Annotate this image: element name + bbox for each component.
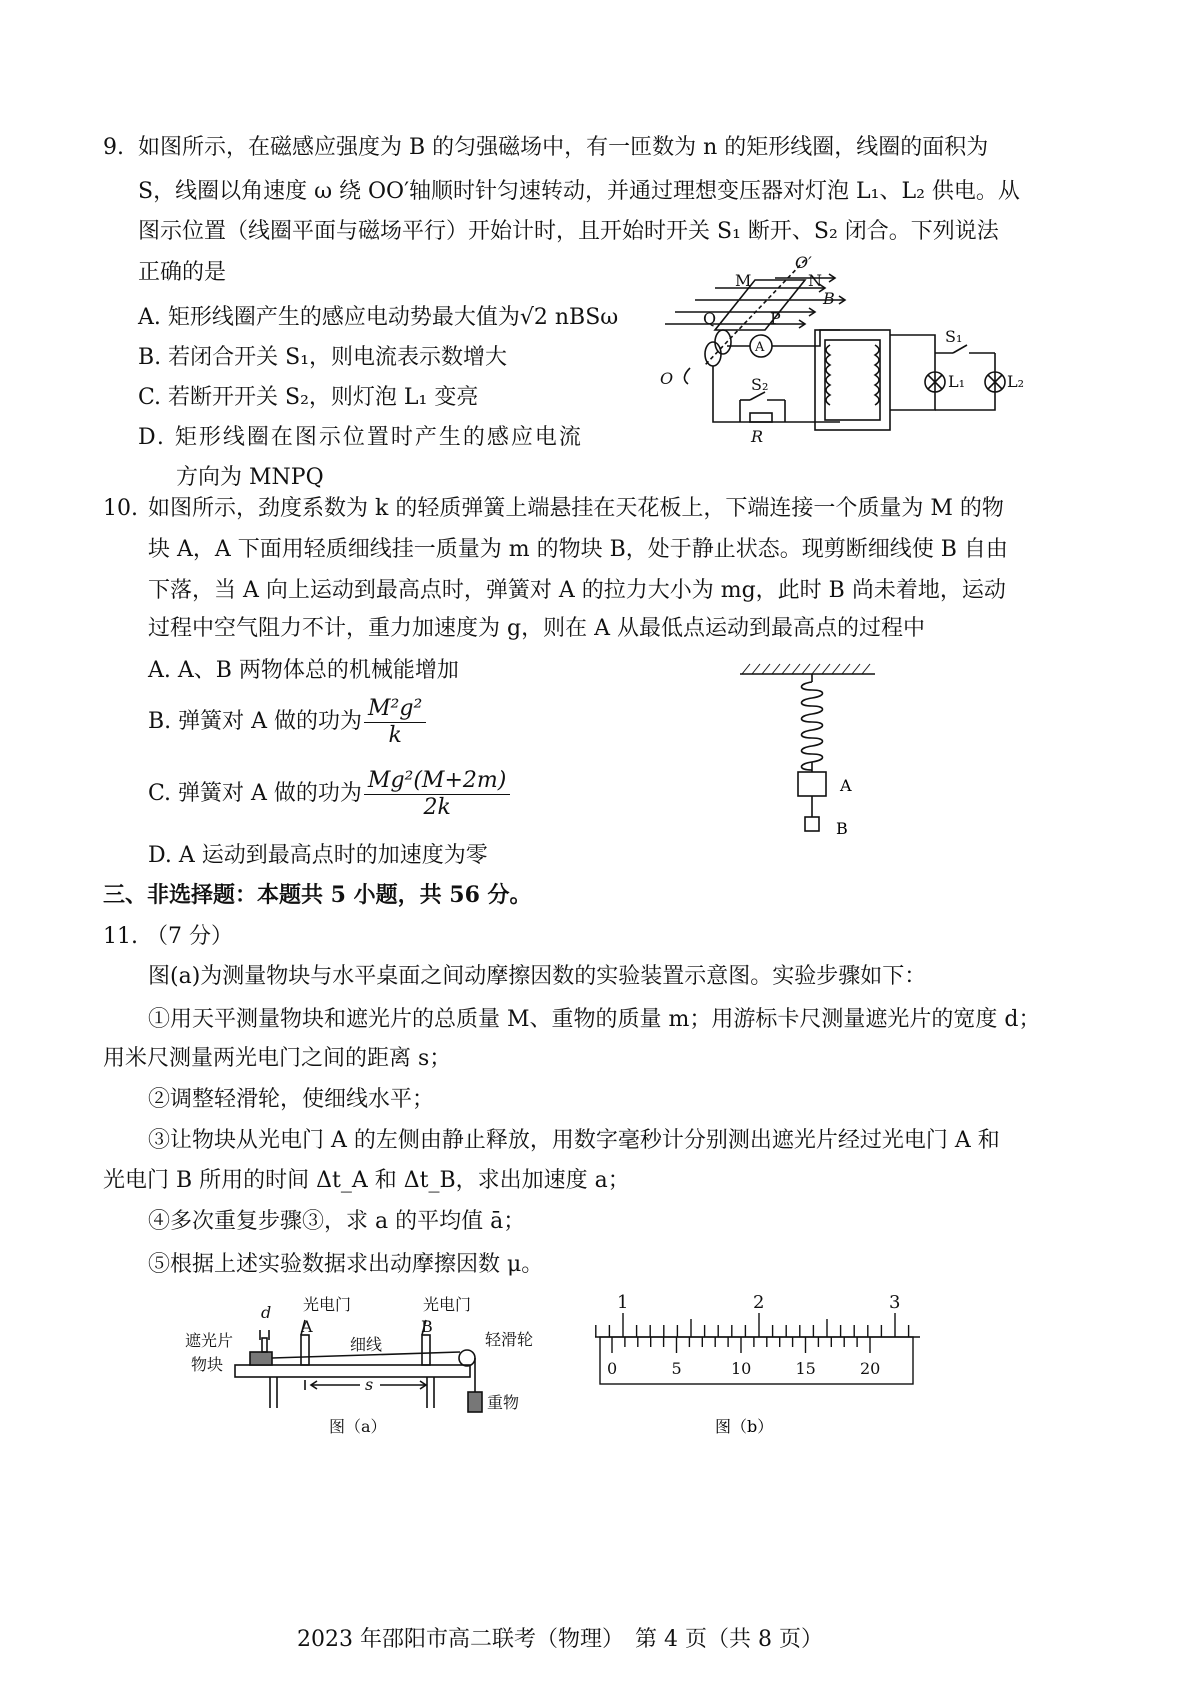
q11-step2: ②调整轻滑轮，使细线水平；	[148, 1087, 435, 1112]
q10-option-d: D. A 运动到最高点时的加速度为零	[148, 843, 488, 868]
label-p: P	[770, 309, 781, 328]
label-gate-1: 光电门	[303, 1295, 352, 1314]
main-scale-label: 2	[753, 1292, 765, 1313]
q11-step3: ③让物块从光电门 A 的左侧由静止释放，用数字毫秒计分别测出遮光片经过光电门 A 和	[148, 1128, 1000, 1153]
label-q: Q	[703, 309, 717, 328]
label-block: 物块	[191, 1355, 224, 1374]
ammeter-icon: A	[755, 340, 765, 355]
vernier-label: 20	[860, 1359, 881, 1378]
label-gate-b: B	[421, 1317, 433, 1336]
figure-a-caption: 图（a）	[329, 1417, 387, 1436]
fraction-numerator: Mg²(M+2m)	[364, 768, 510, 795]
q10-option-c	[148, 766, 510, 822]
label-pulley: 轻滑轮	[485, 1330, 534, 1349]
q9-line1: 如图所示，在磁感应强度为 B 的匀强磁场中，有一匝数为 n 的矩形线圈，线圈的面积为	[138, 135, 989, 160]
label-shade: 遮光片	[185, 1331, 234, 1350]
q9-line3: 图示位置（线圈平面与磁场平行）开始计时，且开始时开关 S₁ 断开、S₂ 闭合。下列说法	[138, 219, 999, 244]
vernier-label: 15	[795, 1359, 816, 1378]
q10-line3: 下落，当 A 向上运动到最高点时，弹簧对 A 的拉力大小为 mg，此时 B 尚未着地，运动	[148, 578, 1006, 603]
page-footer: 2023 年邵阳市高二联考（物理） 第 4 页（共 8 页）	[297, 1627, 823, 1652]
label-o-prime: O′	[795, 253, 812, 272]
label-gate-a: A	[301, 1317, 313, 1336]
vernier-label: 0	[607, 1359, 618, 1378]
label-s1: S₁	[945, 327, 963, 346]
q10-option-a: A. A、B 两物体总的机械能增加	[148, 658, 459, 683]
label-n: N	[808, 271, 822, 290]
label-s: s	[365, 1375, 374, 1394]
q11-step3-cont: 光电门 B 所用的时间 Δt_A 和 Δt_B，求出加速度 a；	[103, 1168, 630, 1193]
label-d: d	[261, 1303, 272, 1322]
q10-option-b-text: B. 弹簧对 A 做的功为	[148, 709, 363, 734]
label-o: O	[660, 369, 674, 388]
fraction-numerator: M²g²	[364, 696, 426, 723]
main-scale-label: 3	[889, 1292, 901, 1313]
q9-generator-circuit-figure	[655, 250, 1025, 450]
figure-a-apparatus	[185, 1290, 565, 1440]
q11-number: 11.	[103, 924, 138, 949]
q9-option-c: C. 若断开开关 S₂，则灯泡 L₁ 变亮	[138, 385, 479, 410]
q9-option-d: D. 矩形线圈在图示位置时产生的感应电流	[138, 425, 583, 450]
vernier-label: 5	[671, 1359, 682, 1378]
q9-line4: 正确的是	[138, 260, 227, 285]
q9-option-d-cont: 方向为 MNPQ	[176, 465, 324, 490]
section-3-heading: 三、非选择题：本题共 5 小题，共 56 分。	[103, 882, 532, 908]
label-b-field: B	[823, 289, 835, 308]
label-r: R	[751, 427, 764, 446]
label-block-b: B	[836, 819, 848, 838]
q10-line2: 块 A，A 下面用轻质细线挂一质量为 m 的物块 B，处于静止状态。现剪断细线使 B 自由	[148, 537, 1008, 562]
q11-step5: ⑤根据上述实验数据求出动摩擦因数 μ。	[148, 1252, 544, 1277]
label-l2: L₂	[1007, 372, 1025, 391]
figure-b-caption: 图（b）	[715, 1417, 774, 1436]
q10-line4: 过程中空气阻力不计，重力加速度为 g，则在 A 从最低点运动到最高点的过程中	[148, 616, 925, 641]
q11-step1: ①用天平测量物块和遮光片的总质量 M、重物的质量 m；用游标卡尺测量遮光片的宽度 d；	[148, 1007, 1041, 1032]
fraction-denominator: k	[388, 722, 402, 748]
label-gate-2: 光电门	[423, 1295, 472, 1314]
q10-number: 10.	[103, 496, 138, 521]
q10-line1: 如图所示，劲度系数为 k 的轻质弹簧上端悬挂在天花板上，下端连接一个质量为 M 的物	[148, 496, 1004, 521]
fraction-denominator: 2k	[423, 794, 451, 820]
q10-spring-figure	[730, 660, 890, 845]
q11-score: （7 分）	[146, 924, 233, 949]
figure-b-vernier	[585, 1290, 925, 1440]
q9-option-a: A. 矩形线圈产生的感应电动势最大值为√2 nBSω	[138, 305, 619, 330]
q9-line2: S，线圈以角速度 ω 绕 OO′轴顺时针匀速转动，并通过理想变压器对灯泡 L₁、L₂ 供电。从	[138, 179, 1020, 204]
q10-option-b-fraction	[364, 696, 426, 749]
label-weight: 重物	[487, 1393, 520, 1412]
q10-option-c-fraction	[364, 768, 510, 821]
main-scale-label: 1	[617, 1292, 629, 1313]
label-l1: L₁	[948, 372, 966, 391]
q11-step1-cont: 用米尺测量两光电门之间的距离 s；	[103, 1046, 452, 1071]
vernier-label: 10	[731, 1359, 752, 1378]
label-string: 细线	[350, 1335, 383, 1354]
label-s2: S₂	[751, 375, 769, 394]
q10-option-c-text: C. 弹簧对 A 做的功为	[148, 781, 362, 806]
q11-intro: 图(a)为测量物块与水平桌面之间动摩擦因数的实验装置示意图。实验步骤如下：	[148, 964, 927, 989]
q9-option-b: B. 若闭合开关 S₁，则电流表示数增大	[138, 345, 508, 370]
q9-number: 9.	[103, 135, 124, 160]
label-m: M	[735, 271, 752, 290]
q10-option-b	[148, 694, 426, 750]
label-block-a: A	[840, 776, 852, 795]
q11-step4: ④多次重复步骤③，求 a 的平均值 ā；	[148, 1209, 526, 1234]
